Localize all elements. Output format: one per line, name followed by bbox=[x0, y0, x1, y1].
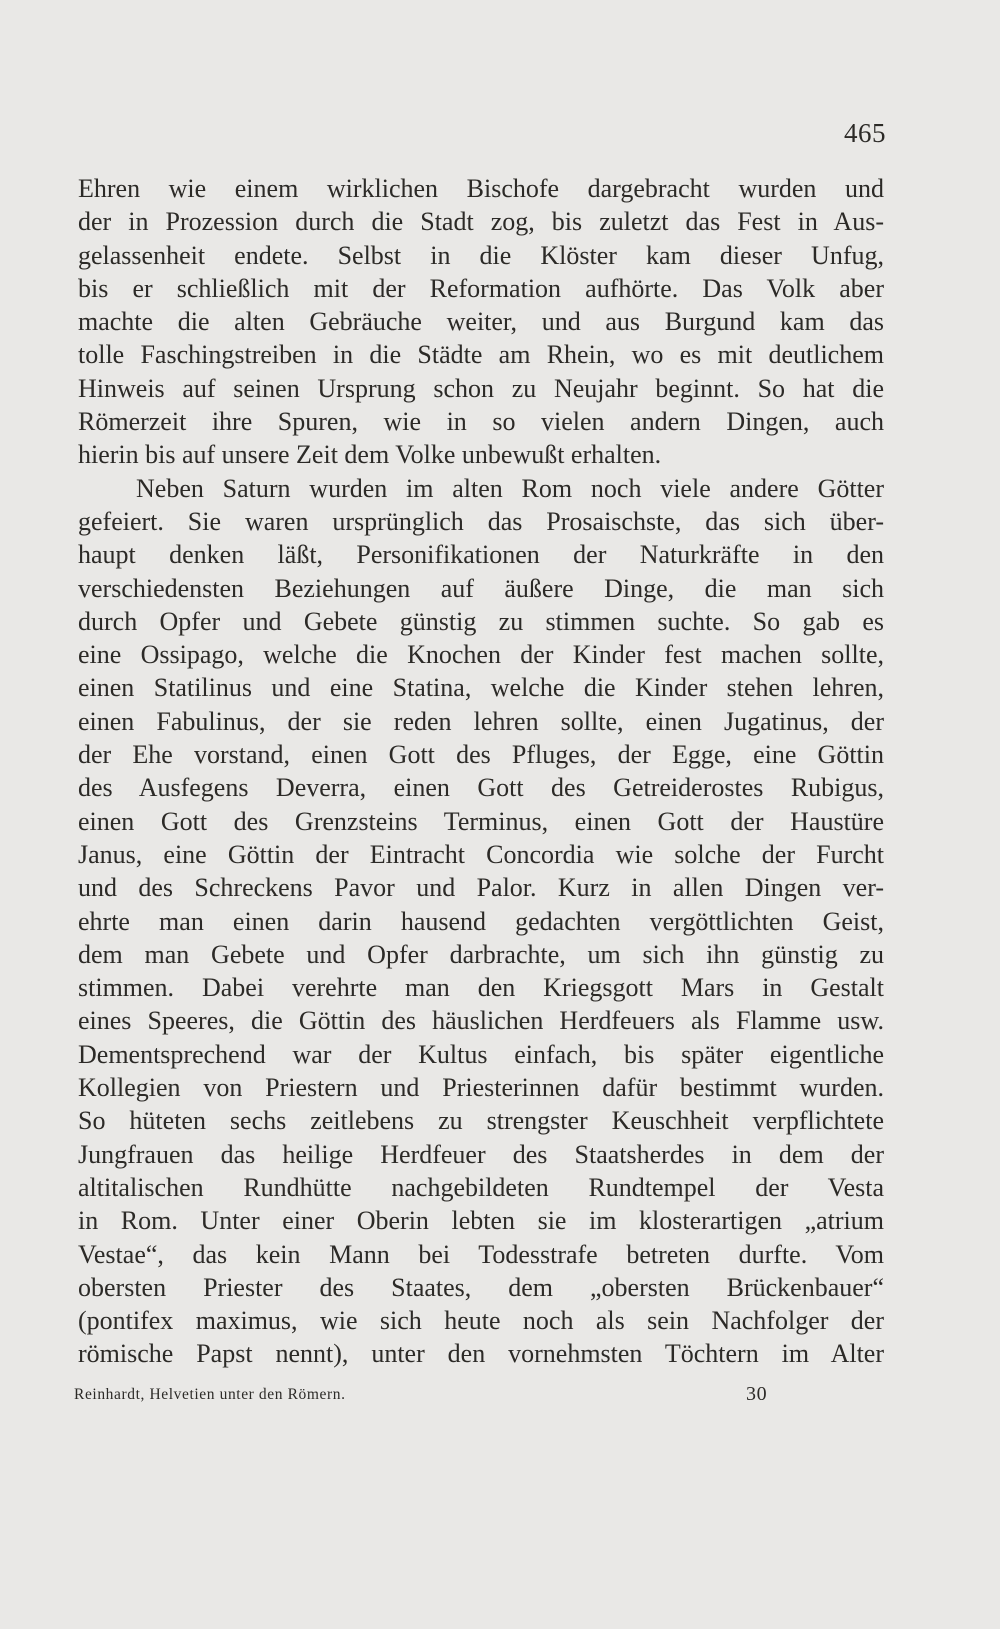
body-text bbox=[78, 172, 884, 1371]
text-line: tolle Faschingstreiben in die Städte am Rhein, wo es mit deutlichem bbox=[78, 340, 884, 370]
text-line: hierin bis auf unsere Zeit dem Volke unbewußt erhalten. bbox=[78, 440, 662, 470]
text-line: Kollegien von Priestern und Priesterinnen dafür bestimmt wurden. bbox=[78, 1073, 884, 1103]
text-line: einen Statilinus und eine Statina, welche die Kinder stehen lehren, bbox=[78, 673, 884, 703]
text-line: eine Ossipago, welche die Knochen der Kinder fest machen sollte, bbox=[78, 640, 884, 670]
text-line: eines Speeres, die Göttin des häuslichen Herdfeuers als Flamme usw. bbox=[78, 1006, 884, 1036]
text-line: obersten Priester des Staates, dem „obersten Brückenbauer“ bbox=[78, 1272, 884, 1302]
text-line: einen Gott des Grenzsteins Terminus, einen Gott der Haustüre bbox=[78, 806, 884, 836]
text-line: Janus, eine Göttin der Eintracht Concordia wie solche der Furcht bbox=[78, 839, 884, 869]
text-line: Dementsprechend war der Kultus einfach, bis später eigentliche bbox=[78, 1039, 884, 1069]
text-line: gelassenheit endete. Selbst in die Klöster kam dieser Unfug, bbox=[78, 240, 884, 270]
footer-source: Reinhardt, Helvetien unter den Römern. bbox=[74, 1386, 346, 1403]
text-line: ehrte man einen darin hausend gedachten vergöttlichten Geist, bbox=[78, 906, 884, 936]
page-number: 465 bbox=[844, 118, 886, 148]
text-line: dem man Gebete und Opfer darbrachte, um sich ihn günstig zu bbox=[78, 939, 884, 969]
text-line: Vestae“, das kein Mann bei Todesstrafe betreten durfte. Vom bbox=[78, 1239, 884, 1269]
footer-signature: 30 bbox=[746, 1383, 768, 1405]
text-line: gefeiert. Sie waren ursprünglich das Prosaischste, das sich über- bbox=[78, 506, 884, 536]
text-line: Hinweis auf seinen Ursprung schon zu Neujahr beginnt. So hat die bbox=[78, 373, 884, 403]
text-line: der Ehe vorstand, einen Gott des Pfluges, der Egge, eine Göttin bbox=[78, 740, 884, 770]
text-line: Ehren wie einem wirklichen Bischofe dargebracht wurden und bbox=[78, 174, 884, 203]
text-line: haupt denken läßt, Personifikationen der Naturkräfte in den bbox=[78, 540, 884, 570]
text-line: bis er schließlich mit der Reformation aufhörte. Das Volk aber bbox=[78, 273, 884, 303]
text-line: stimmen. Dabei verehrte man den Kriegsgott Mars in Gestalt bbox=[78, 973, 884, 1003]
text-line: So hüteten sechs zeitlebens zu strengster Keuschheit verpflichtete bbox=[78, 1106, 884, 1136]
text-line: der in Prozession durch die Stadt zog, bis zuletzt das Fest in Aus- bbox=[78, 207, 884, 237]
text-line: durch Opfer und Gebete günstig zu stimmen suchte. So gab es bbox=[78, 606, 884, 636]
text-line: Jungfrauen das heilige Herdfeuer des Staatsherdes in dem der bbox=[78, 1139, 884, 1169]
text-line: Neben Saturn wurden im alten Rom noch viele andere Götter bbox=[136, 473, 884, 503]
text-line: römische Papst nennt), unter den vornehmsten Töchtern im Alter bbox=[78, 1339, 884, 1369]
text-line: verschiedensten Beziehungen auf äußere Dinge, die man sich bbox=[78, 573, 884, 603]
text-line: Römerzeit ihre Spuren, wie in so vielen andern Dingen, auch bbox=[78, 407, 884, 437]
text-line: in Rom. Unter einer Oberin lebten sie im klosterartigen „atrium bbox=[78, 1206, 884, 1236]
page-footer bbox=[74, 1383, 882, 1416]
text-line: (pontifex maximus, wie sich heute noch als sein Nachfolger der bbox=[78, 1306, 884, 1336]
text-line: des Ausfegens Deverra, einen Gott des Getreiderostes Rubigus, bbox=[78, 773, 884, 803]
text-line: und des Schreckens Pavor und Palor. Kurz in allen Dingen ver- bbox=[78, 873, 884, 903]
text-line: einen Fabulinus, der sie reden lehren sollte, einen Jugatinus, der bbox=[78, 706, 884, 736]
text-line: machte die alten Gebräuche weiter, und aus Burgund kam das bbox=[78, 307, 884, 337]
text-line: altitalischen Rundhütte nachgebildeten Rundtempel der Vesta bbox=[78, 1172, 884, 1202]
